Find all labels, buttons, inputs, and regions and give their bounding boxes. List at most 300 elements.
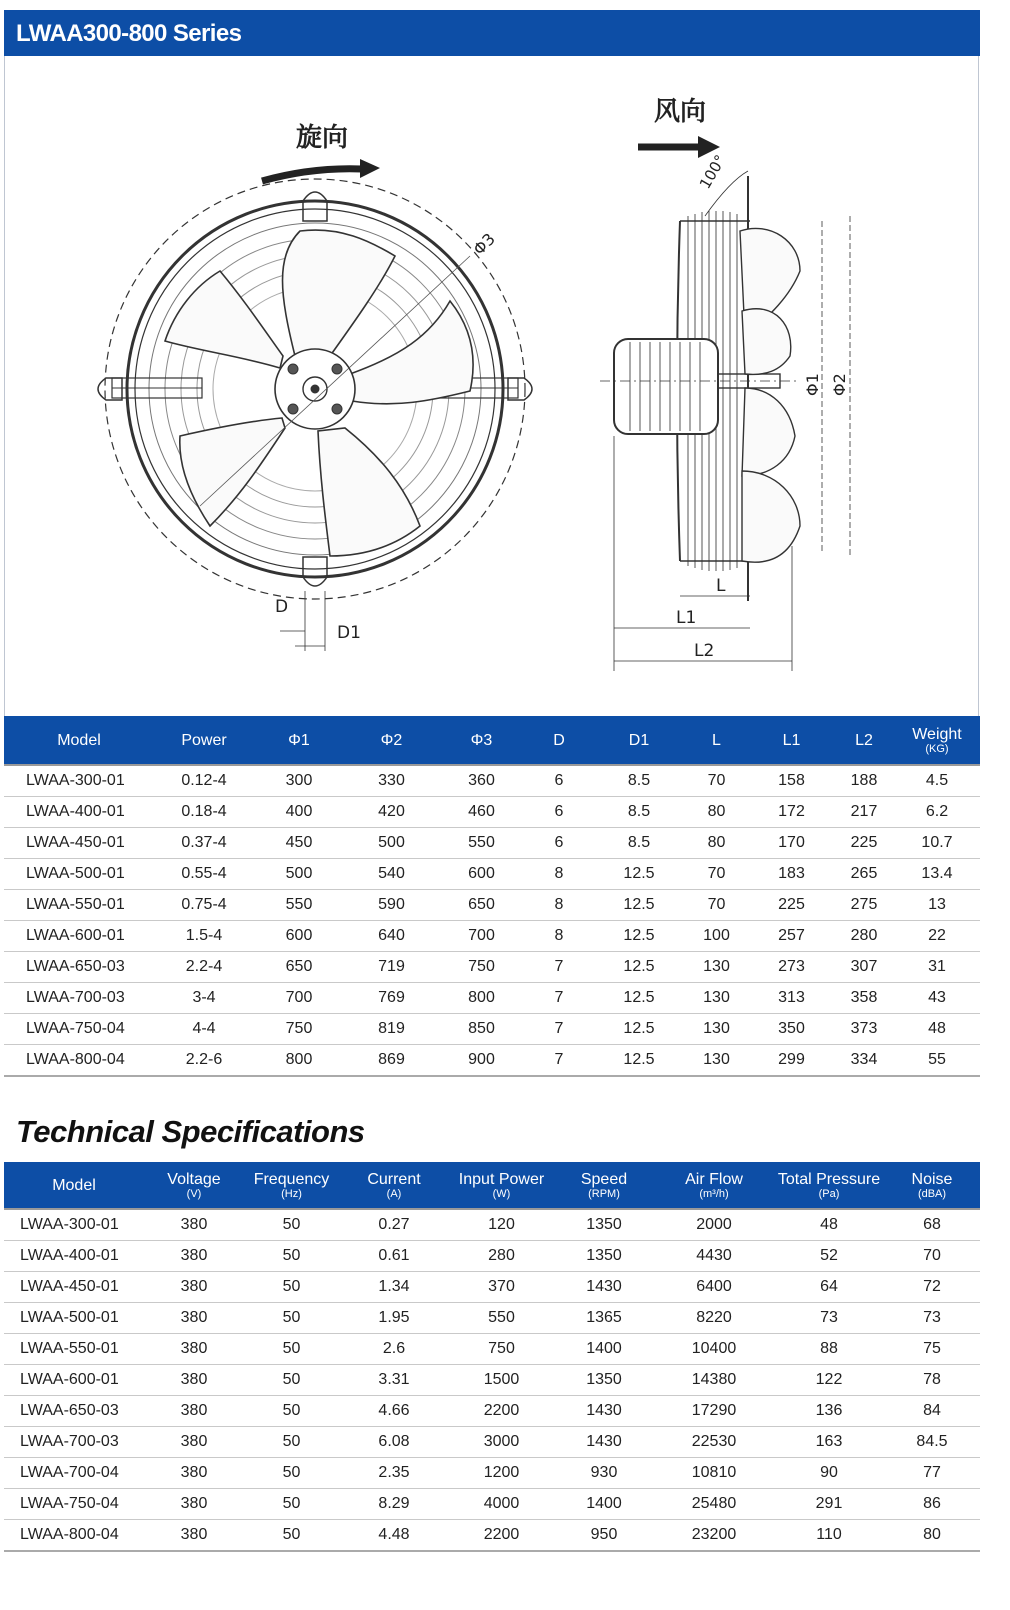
table-cell: 12.5 [594,1045,684,1077]
table-cell: 8 [524,921,594,952]
table-cell: 225 [834,828,894,859]
table-cell: 100 [684,921,749,952]
d-label: D [275,597,289,617]
model-cell: LWAA-800-04 [4,1045,154,1077]
table-row [4,1365,980,1396]
table-cell: 380 [144,1272,244,1303]
model-cell: LWAA-300-01 [4,765,154,797]
model-cell: LWAA-750-04 [4,1014,154,1045]
table-row [4,1241,980,1272]
table-cell: 0.27 [339,1209,449,1241]
model-cell: LWAA-450-01 [4,828,154,859]
table-cell: 1.95 [339,1303,449,1334]
column-header-unit: (V) [186,1187,202,1200]
column-header [834,716,894,765]
tech-spec-table-header [4,1162,980,1209]
table-cell: 8.5 [594,797,684,828]
table-cell: 300 [254,765,344,797]
column-header-unit: (RPM) [588,1187,620,1200]
column-header [774,1162,884,1209]
column-header [449,1162,554,1209]
column-header-label: Input Power [458,1170,545,1188]
table-cell: 22530 [654,1427,774,1458]
table-cell: 0.18-4 [154,797,254,828]
table-cell: 307 [834,952,894,983]
table-cell: 0.12-4 [154,765,254,797]
table-cell: 420 [344,797,439,828]
column-header-label: Φ1 [288,731,310,749]
table-cell: 380 [144,1241,244,1272]
table-row [4,1209,980,1241]
table-cell: 373 [834,1014,894,1045]
table-cell: 43 [894,983,980,1014]
table-cell: 334 [834,1045,894,1077]
table-cell: 12.5 [594,1014,684,1045]
table-cell: 12.5 [594,921,684,952]
column-header-label: Speed [580,1170,628,1188]
table-cell: 50 [244,1303,339,1334]
table-cell: 2200 [449,1396,554,1427]
l-label: L [716,576,726,596]
column-header-label: Weight [912,725,962,743]
table-cell: 50 [244,1489,339,1520]
table-cell: 7 [524,983,594,1014]
column-header [439,716,524,765]
table-cell: 136 [774,1396,884,1427]
table-cell: 158 [749,765,834,797]
table-row [4,1427,980,1458]
table-cell: 600 [439,859,524,890]
table-cell: 950 [554,1520,654,1552]
table-cell: 130 [684,952,749,983]
column-header-unit: (A) [386,1187,402,1200]
table-cell: 370 [449,1272,554,1303]
model-cell: LWAA-550-01 [4,1334,144,1365]
table-cell: 78 [884,1365,980,1396]
table-cell: 70 [684,890,749,921]
table-cell: 850 [439,1014,524,1045]
table-cell: 275 [834,890,894,921]
column-header-unit: (KG) [925,742,949,755]
table-cell: 75 [884,1334,980,1365]
table-cell: 0.75-4 [154,890,254,921]
table-cell: 4000 [449,1489,554,1520]
table-cell: 0.37-4 [154,828,254,859]
column-header-unit: (W) [492,1187,511,1200]
table-cell: 800 [439,983,524,1014]
table-cell: 380 [144,1303,244,1334]
table-cell: 10810 [654,1458,774,1489]
column-header [4,716,154,765]
model-cell: LWAA-300-01 [4,1209,144,1241]
table-cell: 280 [834,921,894,952]
model-cell: LWAA-450-01 [4,1272,144,1303]
table-cell: 380 [144,1520,244,1552]
table-cell: 500 [254,859,344,890]
table-cell: 500 [344,828,439,859]
table-cell: 163 [774,1427,884,1458]
table-cell: 7 [524,952,594,983]
table-cell: 7 [524,1014,594,1045]
side-airflow-label: 风向 [654,97,707,127]
column-header-label: Frequency [253,1170,330,1188]
table-row [4,1334,980,1365]
table-cell: 1350 [554,1209,654,1241]
table-cell: 358 [834,983,894,1014]
table-cell: 1430 [554,1396,654,1427]
table-cell: 64 [774,1272,884,1303]
table-cell: 1430 [554,1272,654,1303]
table-cell: 650 [254,952,344,983]
column-header-label: L1 [782,731,801,749]
table-cell: 2.6 [339,1334,449,1365]
table-cell: 86 [884,1489,980,1520]
model-cell: LWAA-400-01 [4,797,154,828]
table-cell: 265 [834,859,894,890]
table-cell: 70 [684,765,749,797]
column-header [344,716,439,765]
table-cell: 172 [749,797,834,828]
table-cell: 700 [254,983,344,1014]
column-header-unit: (m³/h) [699,1187,729,1200]
dimensions-table-header [4,716,980,765]
model-cell: LWAA-400-01 [4,1241,144,1272]
table-row [4,797,980,828]
table-cell: 50 [244,1427,339,1458]
d1-label: D1 [337,623,361,643]
table-row [4,1303,980,1334]
table-cell: 0.55-4 [154,859,254,890]
table-cell: 50 [244,1365,339,1396]
table-cell: 73 [774,1303,884,1334]
table-cell: 120 [449,1209,554,1241]
table-cell: 2.35 [339,1458,449,1489]
table-cell: 1.34 [339,1272,449,1303]
model-cell: LWAA-700-03 [4,983,154,1014]
column-header-label: Air Flow [685,1170,743,1188]
table-cell: 6.08 [339,1427,449,1458]
table-cell: 291 [774,1489,884,1520]
table-cell: 73 [884,1303,980,1334]
column-header [554,1162,654,1209]
column-header [339,1162,449,1209]
model-cell: LWAA-500-01 [4,1303,144,1334]
table-cell: 719 [344,952,439,983]
table-cell: 50 [244,1241,339,1272]
table-cell: 257 [749,921,834,952]
table-cell: 273 [749,952,834,983]
table-cell: 12.5 [594,952,684,983]
table-row [4,859,980,890]
table-cell: 299 [749,1045,834,1077]
table-cell: 12.5 [594,859,684,890]
column-header-label: Noise [911,1170,953,1188]
model-cell: LWAA-550-01 [4,890,154,921]
table-cell: 80 [684,797,749,828]
table-cell: 600 [254,921,344,952]
table-cell: 460 [439,797,524,828]
table-cell: 7 [524,1045,594,1077]
table-cell: 1430 [554,1427,654,1458]
table-cell: 50 [244,1334,339,1365]
table-row [4,765,980,797]
column-header-unit: (Hz) [281,1187,302,1200]
table-cell: 380 [144,1427,244,1458]
table-cell: 1400 [554,1489,654,1520]
table-cell: 280 [449,1241,554,1272]
table-cell: 930 [554,1458,654,1489]
table-cell: 14380 [654,1365,774,1396]
table-cell: 650 [439,890,524,921]
table-cell: 130 [684,1045,749,1077]
table-cell: 188 [834,765,894,797]
table-cell: 50 [244,1396,339,1427]
table-cell: 10.7 [894,828,980,859]
model-cell: LWAA-600-01 [4,921,154,952]
model-cell: LWAA-650-03 [4,1396,144,1427]
table-cell: 380 [144,1396,244,1427]
dimensions-table [4,716,980,1077]
table-cell: 869 [344,1045,439,1077]
model-cell: LWAA-700-03 [4,1427,144,1458]
column-header-label: Voltage [167,1170,221,1188]
table-cell: 1500 [449,1365,554,1396]
table-cell: 225 [749,890,834,921]
table-cell: 68 [884,1209,980,1241]
table-cell: 183 [749,859,834,890]
phi1-label: Φ1 [803,373,822,396]
table-cell: 550 [449,1303,554,1334]
column-header-label: D [553,731,565,749]
table-cell: 1.5-4 [154,921,254,952]
column-header-label: Φ2 [380,731,403,749]
table-cell: 540 [344,859,439,890]
table-cell: 4-4 [154,1014,254,1045]
table-row [4,1489,980,1520]
table-cell: 8 [524,859,594,890]
table-cell: 2000 [654,1209,774,1241]
table-cell: 50 [244,1272,339,1303]
model-cell: LWAA-750-04 [4,1489,144,1520]
table-cell: 25480 [654,1489,774,1520]
l2-label: L2 [694,641,715,661]
table-cell: 110 [774,1520,884,1552]
table-cell: 31 [894,952,980,983]
column-header [4,1162,144,1209]
table-cell: 6 [524,828,594,859]
column-header [254,716,344,765]
column-header-label: Model [57,731,101,749]
table-cell: 6 [524,765,594,797]
table-row [4,1014,980,1045]
table-cell: 130 [684,1014,749,1045]
front-view [98,179,532,651]
table-cell: 4430 [654,1241,774,1272]
column-header-label: Total Pressure [777,1170,881,1188]
table-cell: 380 [144,1334,244,1365]
table-cell: 313 [749,983,834,1014]
column-header [884,1162,980,1209]
table-cell: 450 [254,828,344,859]
table-cell: 750 [254,1014,344,1045]
table-cell: 13 [894,890,980,921]
table-cell: 80 [684,828,749,859]
table-cell: 50 [244,1209,339,1241]
phi2-label: Φ2 [830,373,849,396]
table-cell: 84.5 [884,1427,980,1458]
table-cell: 12.5 [594,983,684,1014]
table-cell: 80 [884,1520,980,1552]
table-cell: 10400 [654,1334,774,1365]
tech-spec-title: Technical Specifications [16,1114,365,1149]
table-row [4,1045,980,1077]
column-header-label: L2 [855,731,873,749]
table-cell: 8 [524,890,594,921]
table-cell: 8.29 [339,1489,449,1520]
column-header-label: Φ3 [470,731,493,749]
table-cell: 350 [749,1014,834,1045]
table-cell: 819 [344,1014,439,1045]
table-cell: 1365 [554,1303,654,1334]
column-header [749,716,834,765]
table-cell: 13.4 [894,859,980,890]
table-cell: 52 [774,1241,884,1272]
table-cell: 72 [884,1272,980,1303]
table-cell: 640 [344,921,439,952]
rotation-arrow-icon [262,159,380,181]
table-cell: 8.5 [594,828,684,859]
table-row [4,828,980,859]
column-header [654,1162,774,1209]
table-cell: 330 [344,765,439,797]
table-row [4,952,980,983]
front-rotation-label: 旋向 [296,123,349,153]
table-cell: 217 [834,797,894,828]
l1-label: L1 [676,608,697,628]
table-cell: 1200 [449,1458,554,1489]
table-cell: 8220 [654,1303,774,1334]
table-cell: 4.66 [339,1396,449,1427]
column-header [684,716,749,765]
table-cell: 2.2-4 [154,952,254,983]
table-cell: 1350 [554,1365,654,1396]
table-cell: 360 [439,765,524,797]
table-cell: 90 [774,1458,884,1489]
table-row [4,921,980,952]
model-cell: LWAA-700-04 [4,1458,144,1489]
column-header-unit: (Pa) [818,1187,840,1200]
table-cell: 6400 [654,1272,774,1303]
table-cell: 6 [524,797,594,828]
table-row [4,1272,980,1303]
table-cell: 84 [884,1396,980,1427]
model-cell: LWAA-650-03 [4,952,154,983]
table-cell: 2200 [449,1520,554,1552]
table-row [4,1458,980,1489]
table-cell: 22 [894,921,980,952]
table-row [4,983,980,1014]
table-cell: 1350 [554,1241,654,1272]
column-header [244,1162,339,1209]
column-header [524,716,594,765]
table-cell: 3000 [449,1427,554,1458]
table-cell: 0.61 [339,1241,449,1272]
table-cell: 700 [439,921,524,952]
table-cell: 55 [894,1045,980,1077]
model-cell: LWAA-800-04 [4,1520,144,1552]
model-cell: LWAA-600-01 [4,1365,144,1396]
column-header [154,716,254,765]
table-cell: 380 [144,1209,244,1241]
table-cell: 70 [884,1241,980,1272]
table-cell: 590 [344,890,439,921]
column-header-label: D1 [628,731,650,749]
table-cell: 380 [144,1489,244,1520]
table-cell: 122 [774,1365,884,1396]
table-cell: 380 [144,1458,244,1489]
table-cell: 4.48 [339,1520,449,1552]
table-cell: 900 [439,1045,524,1077]
column-header-label: L [712,731,721,749]
table-cell: 70 [684,859,749,890]
column-header [144,1162,244,1209]
table-cell: 4.5 [894,765,980,797]
column-header-label: Model [52,1176,96,1194]
table-cell: 2.2-6 [154,1045,254,1077]
table-cell: 750 [449,1334,554,1365]
phi3-label: Φ3 [469,229,499,259]
table-cell: 6.2 [894,797,980,828]
table-cell: 400 [254,797,344,828]
table-cell: 50 [244,1520,339,1552]
column-header-unit: (dBA) [917,1187,947,1200]
table-cell: 769 [344,983,439,1014]
series-header-bar [4,10,980,56]
table-cell: 12.5 [594,890,684,921]
series-title: LWAA300-800 Series [16,20,242,47]
table-row [4,1520,980,1552]
table-cell: 17290 [654,1396,774,1427]
table-cell: 50 [244,1458,339,1489]
airflow-arrow-icon [638,136,720,158]
table-cell: 88 [774,1334,884,1365]
side-view [600,171,850,671]
model-cell: LWAA-500-01 [4,859,154,890]
column-header-label: Power [181,731,227,749]
angle-label: 100° [695,151,730,192]
table-cell: 23200 [654,1520,774,1552]
column-header [594,716,684,765]
table-cell: 550 [254,890,344,921]
table-row [4,1396,980,1427]
table-row [4,890,980,921]
table-cell: 380 [144,1365,244,1396]
table-cell: 8.5 [594,765,684,797]
table-cell: 800 [254,1045,344,1077]
fan-technical-drawing [0,56,1010,716]
table-cell: 3.31 [339,1365,449,1396]
tech-spec-table [4,1162,980,1552]
table-cell: 550 [439,828,524,859]
column-header [894,716,980,765]
table-cell: 77 [884,1458,980,1489]
table-cell: 1400 [554,1334,654,1365]
table-cell: 48 [894,1014,980,1045]
table-cell: 48 [774,1209,884,1241]
table-cell: 750 [439,952,524,983]
column-header-label: Current [367,1170,421,1188]
table-cell: 3-4 [154,983,254,1014]
